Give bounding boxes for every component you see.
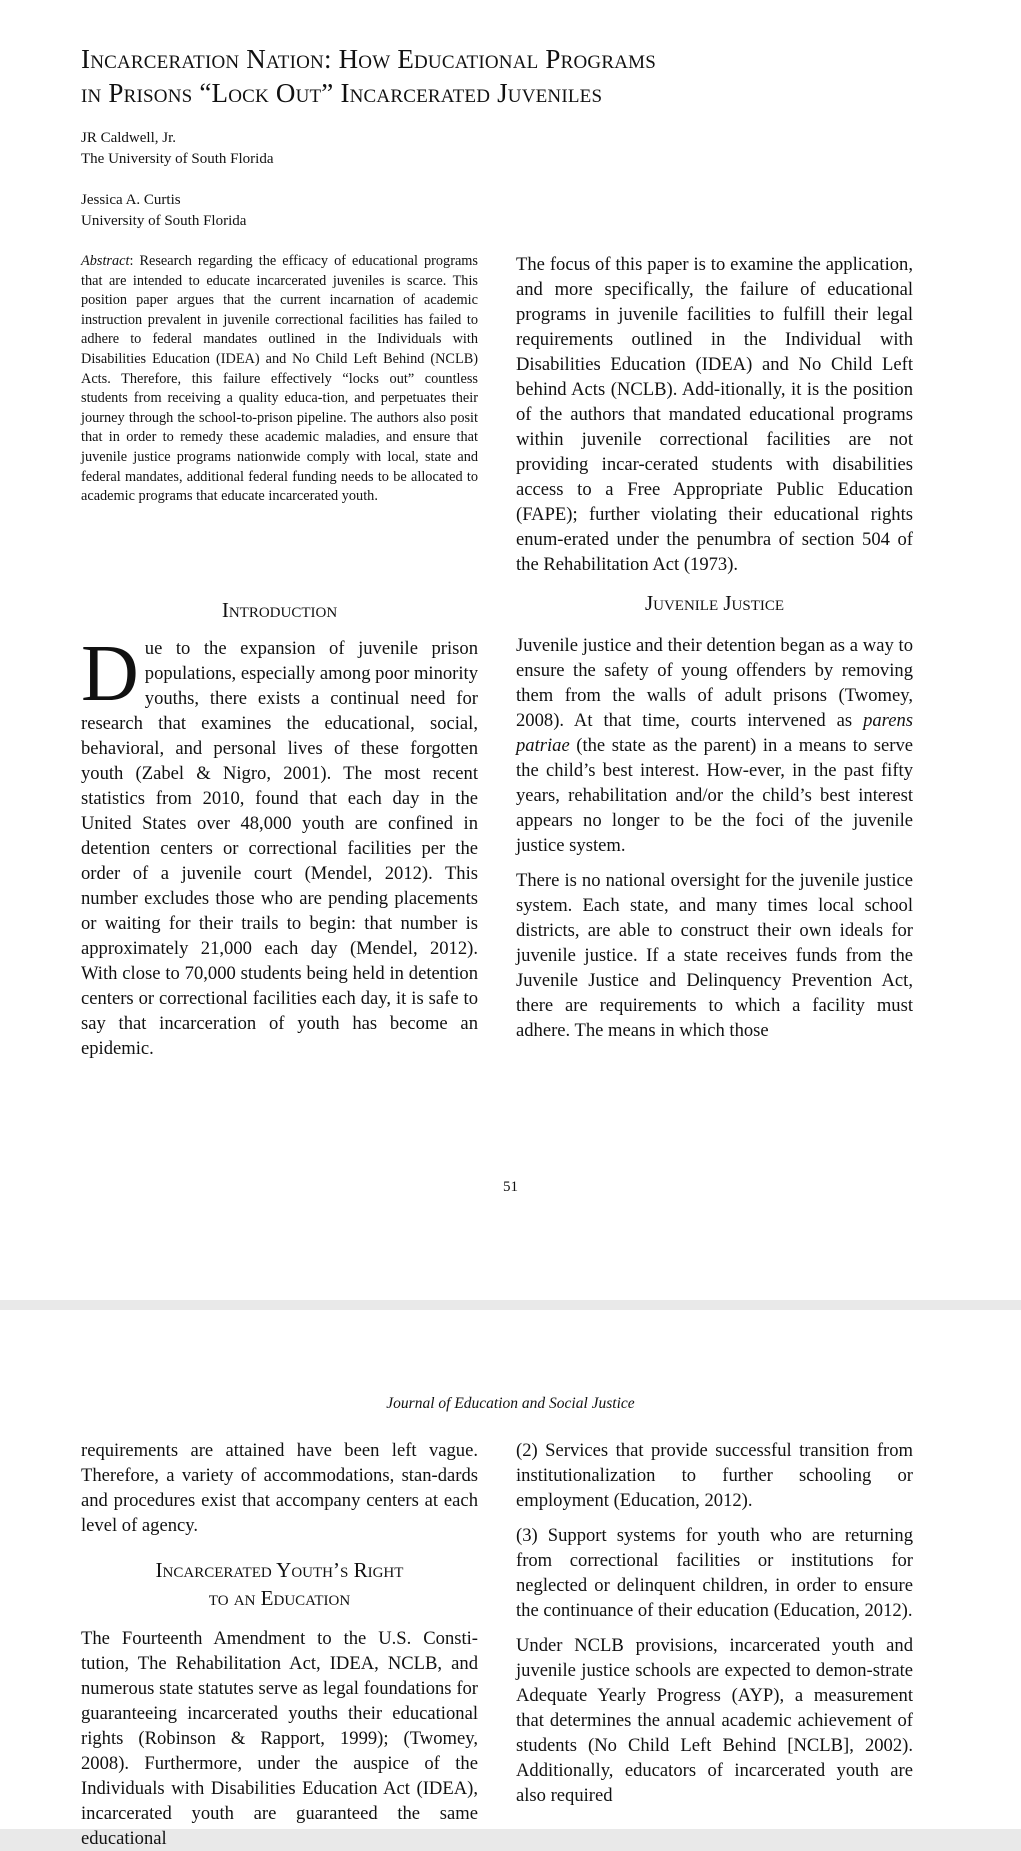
drop-cap: D — [81, 630, 139, 718]
author-name-2: Jessica A. Curtis — [81, 192, 181, 208]
nclb-provisions-paragraph: Under NCLB provisions, incarcerated youth and juvenile justice schools are expected to demon-strate Adequate Yearly Progress (AYP), a measurement that determines the annual academic achievement of students (No Child Left Behind [NCLB], 2002). Additionally, educators of incarcerated youth are also required — [516, 1635, 913, 1806]
left-column-page-52 — [81, 1438, 478, 1851]
title-line-2: in Prisons “Lock Out” Incarcerated Juveniles — [81, 78, 603, 108]
page-number: 51 — [503, 1179, 518, 1195]
iy-heading-line-1: Incarcerated Youth’s Right — [155, 1558, 404, 1582]
introduction-heading: Introduction — [221, 598, 338, 622]
right-column-page-51 — [516, 252, 913, 1043]
paper-title — [81, 42, 941, 110]
jj-text-part-b: (the state as the parent) in a means to serve the child’s best interest. How-ever, in the past fifty years, rehabilitation and/or the child’s best interest appears no longer to be the foci of the juvenile justice system. — [516, 735, 913, 856]
right-column-page-52 — [516, 1438, 913, 1808]
requirements-paragraph: requirements are attained have been left vague. Therefore, a variety of accommodations, stan-dards and procedures exist that accompany centers at each level of agency. — [81, 1440, 478, 1536]
support-systems-paragraph: (3) Support systems for youth who are returning from correctional facilities or institutions for neglected or delinquent children, in order to ensure the continuance of their education (Education, 2012). — [516, 1525, 913, 1621]
incarcerated-youth-heading — [81, 1556, 478, 1612]
transition-services-paragraph: (2) Services that provide successful transition from institutionalization to further schooling or employment (Education, 2012). — [516, 1440, 913, 1511]
abstract-label: Abstract — [81, 253, 130, 269]
juvenile-justice-heading: Juvenile Justice — [644, 591, 785, 615]
jj-text-part-a: Juvenile justice and their detention began as a way to ensure the safety of young offenders by removing them from the walls of adult prisons (Twomey, 2008). At that time, courts intervened as — [516, 635, 913, 731]
running-head: Journal of Education and Social Justice — [386, 1395, 635, 1412]
juvenile-justice-paragraph-2: There is no national oversight for the juvenile justice system. Each state, and many times local school districts, are able to construct their own ideals for juvenile justice. If a state receives funds from the Juvenile Justice and Delinquency Prevention Act, there are requirements to which a facility must adhere. The means in which those — [516, 870, 913, 1041]
title-line-1: Incarceration Nation: How Educational Programs — [81, 44, 656, 74]
introduction-body — [81, 630, 478, 1061]
iy-heading-line-2: to an Education — [208, 1586, 351, 1610]
author-block-1 — [81, 128, 273, 170]
introduction-text: ue to the expansion of juvenile prison populations, especially among poor minority youths, there exists a continual need for research that examines the educational, social, behavioral, and personal lives of these forgotten youth (Zabel & Nigro, 2001). The most recent statistics from 2010, found that each day in the United States over 48,000 youth are confined in detention centers or correctional facilities per the order of a juvenile court (Mendel, 2012). This number excludes those who are pending placements or waiting for their trails to begin: that number is approximately 21,000 each day (Mendel, 2012). With close to 70,000 students being held in detention centers or correctional facilities each day, it is safe to say that incarceration of youth has become an epidemic. — [81, 638, 478, 1059]
page-52 — [0, 1310, 1021, 1849]
abstract-text: : Research regarding the efficacy of educational programs that are intended to educate incarcerated juveniles is scarce. This position paper argues that the current incarnation of academic instruction prevalent in juvenile correctional facilities has failed to adhere to federal mandates outlined in the Individuals with Disabilities Education (IDEA) and No Child Left Behind (NCLB) Acts. Therefore, this failure effectively “locks out” countless students from receiving a quality educa-tion, and perpetuates their journey through the school-to-prison pipeline. The authors also posit that in order to remedy these academic maladies, and ensure that juvenile justice programs nationwide comply with local, state and federal mandates, additional federal funding needs to be allocated to academic programs that educate incarcerated youth. — [81, 253, 478, 505]
abstract — [81, 252, 478, 507]
parens-patriae-term: parens patriae — [516, 710, 913, 756]
juvenile-justice-paragraph-1 — [516, 633, 913, 858]
author-name-1: JR Caldwell, Jr. — [81, 130, 177, 146]
author-block-2 — [81, 190, 246, 232]
author-affiliation-2: University of South Florida — [81, 213, 247, 229]
fourteenth-amendment-paragraph: The Fourteenth Amendment to the U.S. Consti-tution, The Rehabilitation Act, IDEA, NCLB, and numerous state statutes serve as legal foundations for guaranteeing incarcerated youths their educational rights (Robinson & Rapport, 1999); (Twomey, 2008). Furthermore, under the auspice of the Individuals with Disabilities Education Act (IDEA), incarcerated youth are guaranteed the same educational — [81, 1628, 478, 1849]
focus-paragraph: The focus of this paper is to examine the application, and more specifically, the failure of educational programs in juvenile facilities to fulfill their legal requirements outlined in the Individual with Disabilities Education (IDEA) and No Child Left behind Acts (NCLB). Add-itionally, it is the position of the authors that mandated educational programs within juvenile correctional facilities are not providing incar-cerated students with disabilities access to a Free Appropriate Public Education (FAPE); further violating their educational rights enum-erated under the penumbra of section 504 of the Rehabilitation Act (1973). — [516, 254, 913, 575]
author-affiliation-1: The University of South Florida — [81, 151, 274, 167]
